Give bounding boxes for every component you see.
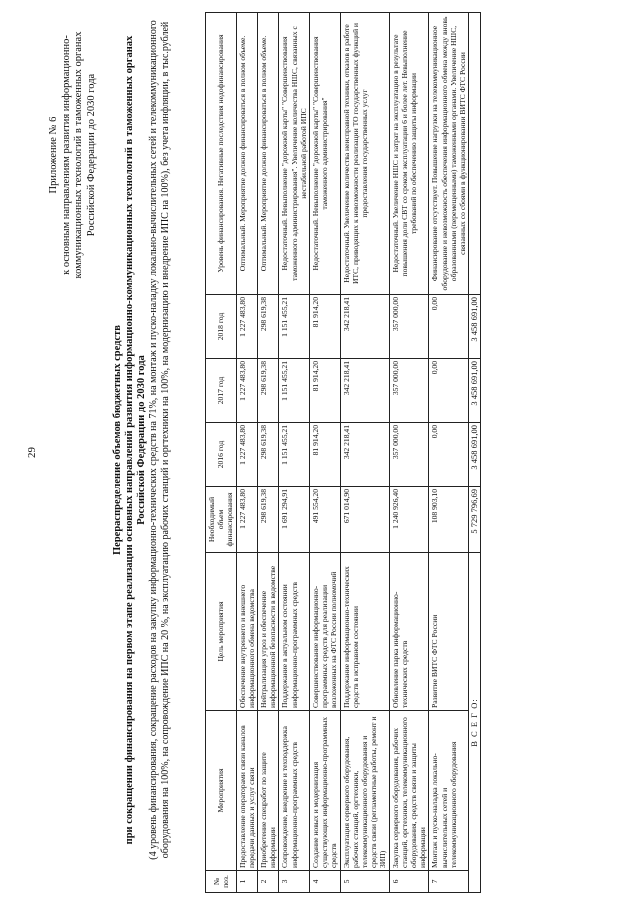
cell-no: 1	[236, 871, 257, 893]
cell-required: 1 227 483,80	[236, 487, 257, 553]
cell-required: 108 903,10	[429, 487, 469, 553]
cell-no: 3	[279, 871, 310, 893]
cell-risk: Недостаточный. Увеличение НШС и затрат на эксплуатацию в результате повышения доли СВТ со сроком эксплуатации 6 и более лет. Невыполнение требований по обеспечению защиты информации	[389, 13, 429, 295]
cell-2018: 298 619,38	[258, 295, 279, 359]
table-row	[340, 13, 389, 893]
cell-2017: 81 914,20	[310, 359, 341, 423]
table-row	[310, 13, 341, 893]
cell-risk: Оптимальный. Мероприятие должно финансироваться в полном объеме.	[236, 13, 257, 295]
header-risk: Уровень финансирования. Негативные последствия недофинансирования	[206, 13, 237, 295]
cell-2017: 0,00	[429, 359, 469, 423]
table-row	[258, 13, 279, 893]
cell-2018: 81 914,20	[310, 295, 341, 359]
cell-goal: Нейтрализация угроз и обеспечение информационной безопасности в ведомстве	[258, 553, 279, 711]
cell-activity: Создание новых и модернизация существующих информационно-программных средств	[310, 711, 341, 871]
cell-goal: Совершенствование информационно-программных средств для реализации возложенных на ФТС России полномочий	[310, 553, 341, 711]
cell-2017: 342 218,41	[340, 359, 389, 423]
total-risk-empty	[469, 13, 481, 295]
header-2018: 2018 год	[206, 295, 237, 359]
total-required: 5 729 796,69	[469, 487, 481, 553]
cell-2018: 342 218,41	[340, 295, 389, 359]
cell-no: 4	[310, 871, 341, 893]
header-2017: 2017 год	[206, 359, 237, 423]
header-required: Необходимый объем финансирования	[206, 487, 237, 553]
cell-2017: 298 619,38	[258, 359, 279, 423]
cell-2018: 0,00	[429, 295, 469, 359]
total-label: В С Е Г О:	[469, 553, 481, 893]
cell-risk: Финансирование отсутствует. Повышение нагрузки на телекоммуникационное оборудование и невозможность обеспечения информационного обмена между вновь образованными (перемещенными) таможенными органами. Увеличение НШС, связанных со сбоями в функционировании ВИТС ФТС России	[429, 13, 469, 295]
appendix-line: коммуникационных технологий в таможенных органах	[73, 31, 84, 279]
cell-goal: Развитие ВИТС ФТС России	[429, 553, 469, 711]
cell-activity: Эксплуатация серверного оборудования, рабочих станций, оргтехники, телекоммуникационного оборудования и средств связи (регламентные работы, ремонт и ЗИП)	[340, 711, 389, 871]
cell-2017: 357 000,00	[389, 359, 429, 423]
cell-2016: 1 151 455,21	[279, 423, 310, 487]
cell-activity: Приобретение спецработ по защите информации	[258, 711, 279, 871]
appendix-line: Российской Федерации до 2030 года	[85, 73, 97, 237]
cell-activity: Закупка серверного оборудования, рабочих станций, оргтехники, телекоммуникационного оборудования, средств связи и защиты информации	[389, 711, 429, 871]
appendix-line: Приложение № 6	[48, 116, 59, 194]
cell-required: 1 240 926,40	[389, 487, 429, 553]
cell-2016: 357 000,00	[389, 423, 429, 487]
title-line-2: при сокращении финансирования на первом этапе реализации основных направлений развития информационно-коммуникационных технологий в таможенных органах	[124, 35, 135, 845]
funding-table	[205, 12, 481, 893]
table-header-row	[206, 13, 237, 893]
title-subtitle: (4 уровень финансирования, сокращение расходов на закупку информационно-технических средств на 71%, на монтаж и пуско-наладку локально-вычислительных сетей и телекоммуникационного оборудования на 100%, на сопровождение ИПС на 20 %, на эксплуатацию рабочих станций и оргтехники на 100%, на модернизацию и внедрение ИПС на 100%), без учета инфляции, в тыс.рублей	[148, 20, 171, 860]
cell-risk: Оптимальный. Мероприятие должно финансироваться в полном объеме.	[258, 13, 279, 295]
cell-risk: Недостаточный. Невыполнение "дорожной карты" "Совершенствования таможенного администрирования"	[310, 13, 341, 295]
cell-activity: Сопровождение, внедрение и техподдержка информационно-программных средств	[279, 711, 310, 871]
total-2018: 3 458 691,00	[469, 295, 481, 359]
cell-2016: 0,00	[429, 423, 469, 487]
cell-2017: 1 227 483,80	[236, 359, 257, 423]
cell-goal: Обеспечение внутреннего и внешнего информационного обмена ведомства	[236, 553, 257, 711]
cell-2018: 357 000,00	[389, 295, 429, 359]
cell-required: 298 619,38	[258, 487, 279, 553]
cell-no: 5	[340, 871, 389, 893]
table-row	[236, 13, 257, 893]
cell-goal: Обновление парка информационно-технических средств	[389, 553, 429, 711]
cell-goal: Поддержание в актуальном состоянии информационно-программных средств	[279, 553, 310, 711]
table-total-row	[469, 13, 481, 893]
cell-risk: Недостаточный. Увеличение количества неисправной техники, отказов в работе ИТС, приводящих к невозможности реализации ТО государственных функций и предоставления государственных услуг	[340, 13, 389, 295]
table-row	[389, 13, 429, 893]
appendix-header	[48, 5, 98, 305]
page-number: 29	[26, 447, 38, 458]
cell-2016: 81 914,20	[310, 423, 341, 487]
total-2017: 3 458 691,00	[469, 359, 481, 423]
total-2016: 3 458 691,00	[469, 423, 481, 487]
cell-activity: Монтаж и пуско-наладка локально-вычислительных сетей и телекоммуникационного оборудования	[429, 711, 469, 871]
header-2016: 2016 год	[206, 423, 237, 487]
cell-goal: Поддержание информационно-технических средств в исправном состоянии	[340, 553, 389, 711]
document-title	[112, 5, 172, 875]
cell-2016: 342 218,41	[340, 423, 389, 487]
cell-required: 491 554,20	[310, 487, 341, 553]
cell-required: 1 691 294,91	[279, 487, 310, 553]
cell-2016: 298 619,38	[258, 423, 279, 487]
cell-activity: Предоставление операторами связи каналов передачи данных и услуг связи	[236, 711, 257, 871]
cell-no: 6	[389, 871, 429, 893]
header-goal: Цель мероприятия	[206, 553, 237, 711]
header-activity: Мероприятия	[206, 711, 237, 871]
title-line-3: Российской Федерации до 2030 года	[136, 355, 147, 525]
cell-2018: 1 151 455,21	[279, 295, 310, 359]
cell-no: 2	[258, 871, 279, 893]
cell-no: 7	[429, 871, 469, 893]
table-row	[279, 13, 310, 893]
cell-required: 671 014,90	[340, 487, 389, 553]
cell-2018: 1 227 483,80	[236, 295, 257, 359]
cell-risk: Недостаточный. Невыполнение "дорожной карты" "Совершенствования таможенного администрирования". Увеличение количества НШС, связанных с нестабильной работой ИПС	[279, 13, 310, 295]
cell-2017: 1 151 455,21	[279, 359, 310, 423]
appendix-line: к основным направлениям развития информационно-	[60, 35, 72, 275]
cell-2016: 1 227 483,80	[236, 423, 257, 487]
title-line-1: Перераспределение объемов бюджетных средств	[112, 325, 123, 555]
table-row	[429, 13, 469, 893]
header-no: № поз.	[206, 871, 237, 893]
